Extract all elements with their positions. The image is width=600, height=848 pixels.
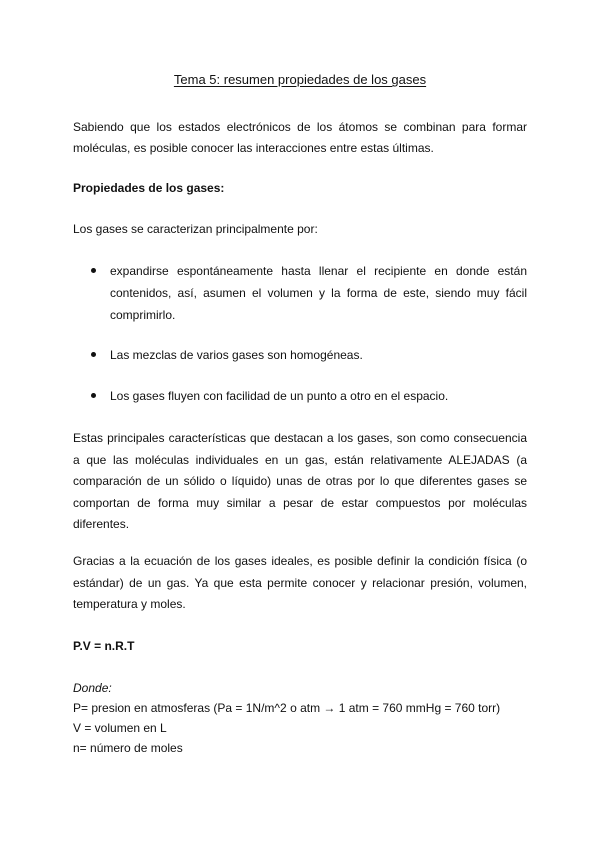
definition-volume: V = volumen en L [73,721,167,735]
where-label: Donde: [73,681,112,695]
characteristics-paragraph: Estas principales características que destacan a los gases, son como consecuencia a que las moléculas individuales en un gas, están relativamente ALEJADAS (a comparación de un sólido o líquido) unas de otras por lo que diferentes gases se comportan de forma muy similar a pesar de estar compuestos por moléculas diferentes. [73,431,527,531]
definition-pressure: P= presion en atmosferas (Pa = 1N/m^2 o atm → 1 atm = 760 mmHg = 760 torr) [73,701,501,715]
bullet-dot-icon [91,352,96,357]
lead-text: Los gases se caracterizan principalmente por: [73,222,318,236]
list-item-text: expandirse espontáneamente hasta llenar el recipiente en donde están contenidos, así, asumen el volumen y la forma de este, siendo muy fácil comprimirlo. [110,264,527,322]
document-title: Tema 5: resumen propiedades de los gases [173,72,427,87]
bullet-dot-icon [91,393,96,398]
ideal-gas-equation: P.V = n.R.T [73,639,135,653]
definition-moles: n= número de moles [73,741,183,755]
intro-paragraph: Sabiendo que los estados electrónicos de los átomos se combinan para formar moléculas, es posible conocer las interacciones entre estas últimas. [73,120,527,155]
list-item-text: Los gases fluyen con facilidad de un punto a otro en el espacio. [110,389,449,403]
section-heading: Propiedades de los gases: [73,181,225,195]
definitions-list [73,698,527,758]
bullet-dot-icon [91,268,96,273]
list-item-text: Las mezclas de varios gases son homogéneas. [110,348,363,362]
ideal-gas-paragraph: Gracias a la ecuación de los gases ideales, es posible definir la condición física (o estándar) de un gas. Ya que esta permite conocer y relacionar presión, volumen, temperatura y moles. [73,554,527,611]
